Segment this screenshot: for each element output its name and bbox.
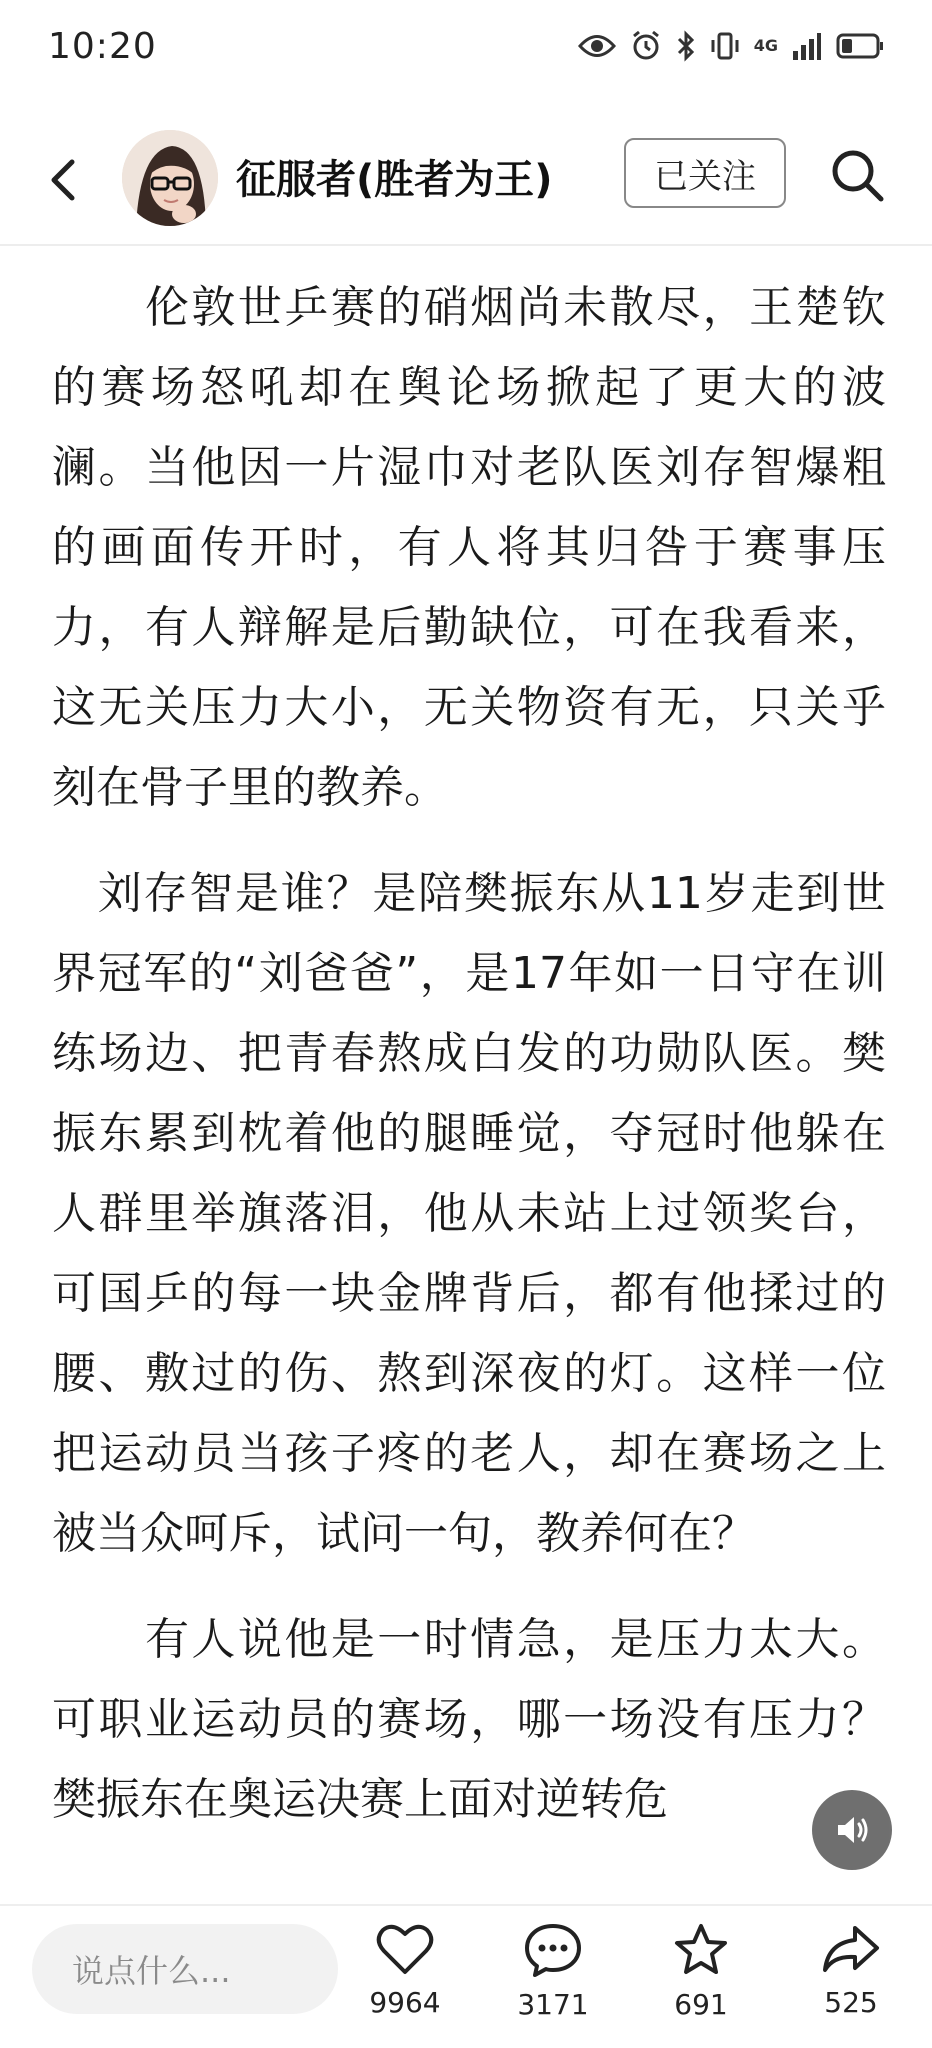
- share-count: 525: [824, 1986, 878, 2019]
- header-divider: [0, 244, 932, 246]
- share-button[interactable]: [796, 1922, 906, 2019]
- star-icon: [672, 1922, 730, 1978]
- article-body: [52, 268, 886, 1898]
- battery-icon: [836, 32, 884, 60]
- signal-icon: [792, 31, 822, 61]
- comment-bubble-icon: [523, 1922, 583, 1978]
- share-arrow-icon: [821, 1922, 881, 1976]
- like-button[interactable]: [350, 1922, 460, 2019]
- favorite-button[interactable]: [646, 1922, 756, 2021]
- vibrate-icon: [710, 30, 740, 62]
- status-icons: [578, 26, 884, 66]
- favorite-count: 691: [674, 1988, 728, 2021]
- audio-play-button[interactable]: [812, 1790, 892, 1870]
- search-icon[interactable]: [826, 144, 888, 206]
- like-count: 9964: [369, 1986, 441, 2019]
- author-name[interactable]: 征服者(胜者为王): [236, 157, 553, 203]
- speaker-icon: [832, 1810, 872, 1850]
- status-bar: [0, 0, 932, 95]
- article-paragraph: 伦敦世乒赛的硝烟尚未散尽，王楚钦的赛场怒吼却在舆论场掀起了更大的波澜。当他因一片湿巾对老队医刘存智爆粗的画面传开时，有人将其归咎于赛事压力，有人辩解是后勤缺位，可在我看来，这无关压力大小，无关物资有无，只关乎刻在骨子里的教养。: [52, 282, 886, 813]
- author-avatar[interactable]: [122, 130, 218, 226]
- comment-count: 3171: [517, 1988, 589, 2021]
- heart-icon: [376, 1922, 434, 1976]
- comment-input[interactable]: 说点什么...: [32, 1924, 338, 2014]
- eye-icon: [578, 33, 616, 59]
- network-type-label: 4G: [753, 36, 778, 55]
- comment-button[interactable]: [498, 1922, 608, 2021]
- article-header: [0, 120, 932, 245]
- bluetooth-icon: [676, 30, 696, 62]
- article-paragraph: 有人说他是一时情急，是压力太大。可职业运动员的赛场，哪一场没有压力？樊振东在奥运决赛上面对逆转危: [52, 1614, 886, 1825]
- alarm-icon: [630, 30, 662, 62]
- follow-button[interactable]: 已关注: [624, 138, 786, 208]
- status-time: 10:20: [48, 26, 157, 67]
- back-arrow-icon[interactable]: [36, 150, 96, 210]
- article-paragraph: 刘存智是谁？是陪樊振东从11岁走到世界冠军的“刘爸爸”，是17年如一日守在训练场边、把青春熬成白发的功勋队医。樊振东累到枕着他的腿睡觉，夺冠时他躲在人群里举旗落泪，他从未站上过领奖台，可国乒的每一块金牌背后，都有他揉过的腰、敷过的伤、熬到深夜的灯。这样一位把运动员当孩子疼的老人，却在赛场之上被当众呵斥，试问一句，教养何在？: [52, 868, 886, 1559]
- bottom-action-bar: [0, 1904, 932, 2048]
